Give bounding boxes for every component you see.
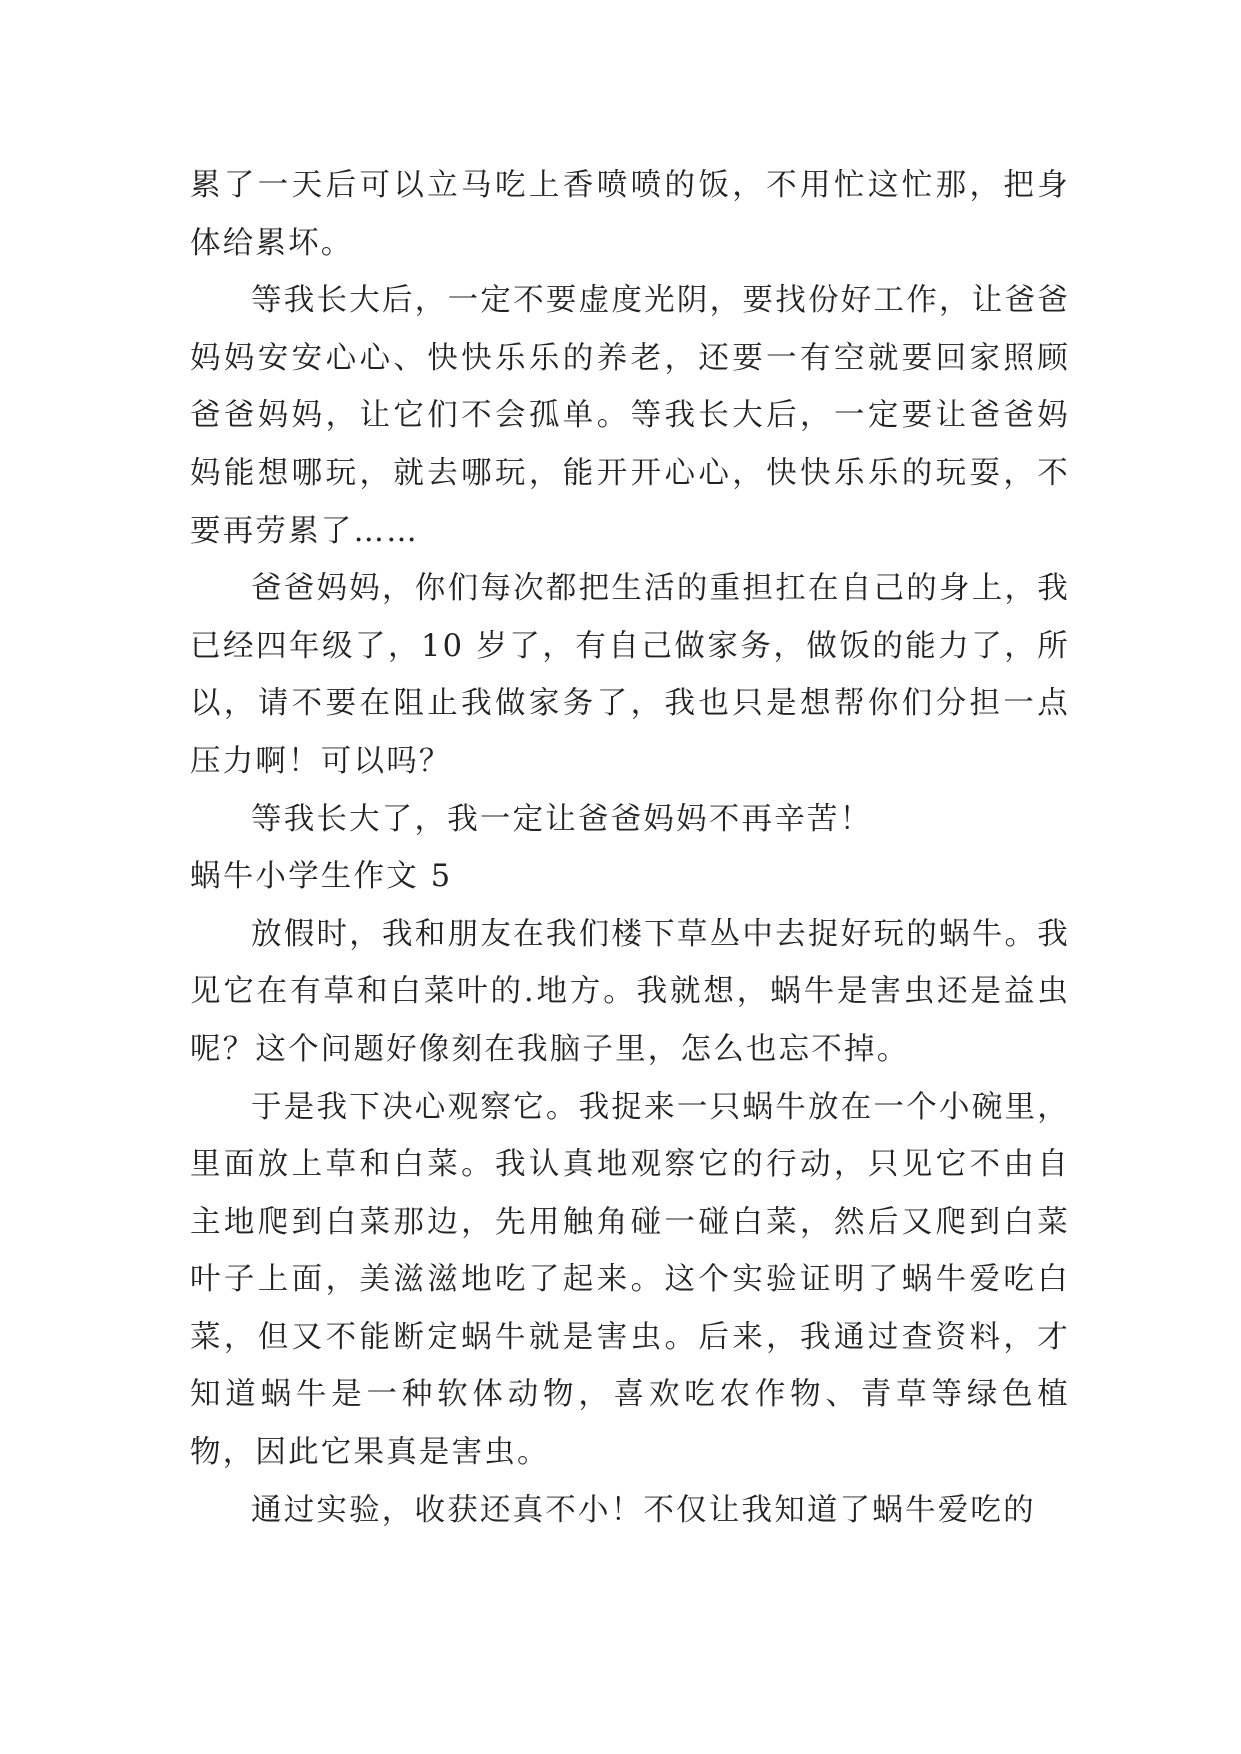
paragraph: 等我长大了，我一定让爸爸妈妈不再辛苦！ <box>251 801 873 837</box>
document-body <box>190 157 1070 1539</box>
paragraph: 爸爸妈妈，你们每次都把生活的重担扛在自己的身上，我已经四年级了，10 岁了，有自己做家务，做饭的能力了，所以，请不要在阻止我做家务了，我也只是想帮你们分担一点压力啊！可以吗？ <box>190 571 1070 779</box>
section-heading: 蜗牛小学生作文 5 <box>190 859 453 895</box>
paragraph: 通过实验，收获还真不小！不仅让我知道了蜗牛爱吃的 <box>251 1492 1036 1528</box>
paragraph-continuation: 累了一天后可以立马吃上香喷喷的饭，不用忙这忙那，把身体给累坏。 <box>190 168 1070 261</box>
paragraph: 于是我下决心观察它。我捉来一只蜗牛放在一个小碗里，里面放上草和白菜。我认真地观察它的行动，只见它不由自主地爬到白菜那边，先用触角碰一碰白菜，然后又爬到白菜叶子上面，美滋滋地吃了起来。这个实验证明了蜗牛爱吃白菜，但又不能断定蜗牛就是害虫。后来，我通过查资料，才知道蜗牛是一种软体动物，喜欢吃农作物、青草等绿色植物，因此它果真是害虫。 <box>190 1089 1070 1471</box>
paragraph: 放假时，我和朋友在我们楼下草丛中去捉好玩的蜗牛。我见它在有草和白菜叶的.地方。我就想，蜗牛是害虫还是益虫呢？这个问题好像刻在我脑子里，怎么也忘不掉。 <box>190 916 1070 1067</box>
paragraph: 等我长大后，一定不要虚度光阴，要找份好工作，让爸爸妈妈安安心心、快快乐乐的养老，还要一有空就要回家照顾爸爸妈妈，让它们不会孤单。等我长大后，一定要让爸爸妈妈能想哪玩，就去哪玩，能开开心心，快快乐乐的玩耍，不要再劳累了…… <box>190 283 1070 549</box>
